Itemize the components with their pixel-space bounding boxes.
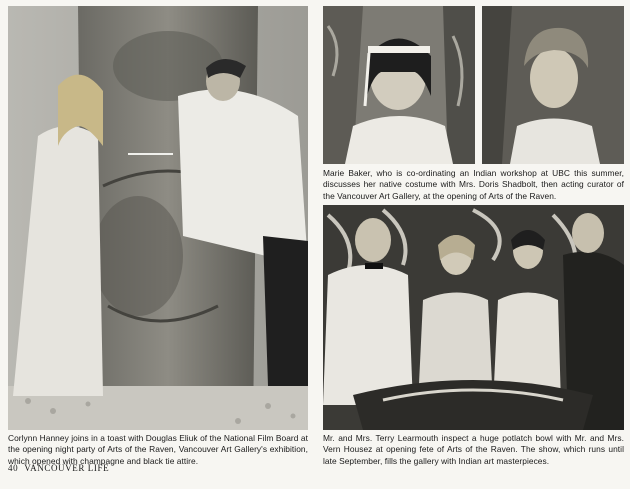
caption-top-right: Marie Baker, who is co-ordinating an Indian workshop at UBC this summer, discusses her native costume with Mrs. Doris Shadbolt, then acting curator of the Vancouver Art Gallery, at the opening of Arts of the Raven. [323, 168, 624, 201]
publication-name: VANCOUVER LIFE [24, 463, 110, 473]
photo-potlatch-bowl [323, 205, 624, 430]
caption-bottom-right: Mr. and Mrs. Terry Learmouth inspect a huge potlatch bowl with Mr. and Mrs. Vern Housez at opening fete of Arts of the Raven. The show, which runs until late September, fills the gallery with Indian art masterpieces. [323, 433, 624, 466]
photo-doris-shadbolt [482, 6, 624, 164]
folio [8, 463, 109, 473]
page-number: 40 [8, 463, 19, 473]
photo-totem-toast [8, 6, 308, 430]
photo-marie-baker [323, 6, 475, 164]
caption-left: Corlynn Hanney joins in a toast with Douglas Eliuk of the National Film Board at the opening night party of Arts of the Raven, Vancouver Art Gallery's exhibition, which opened with champagne and black tie attire. [8, 433, 308, 466]
